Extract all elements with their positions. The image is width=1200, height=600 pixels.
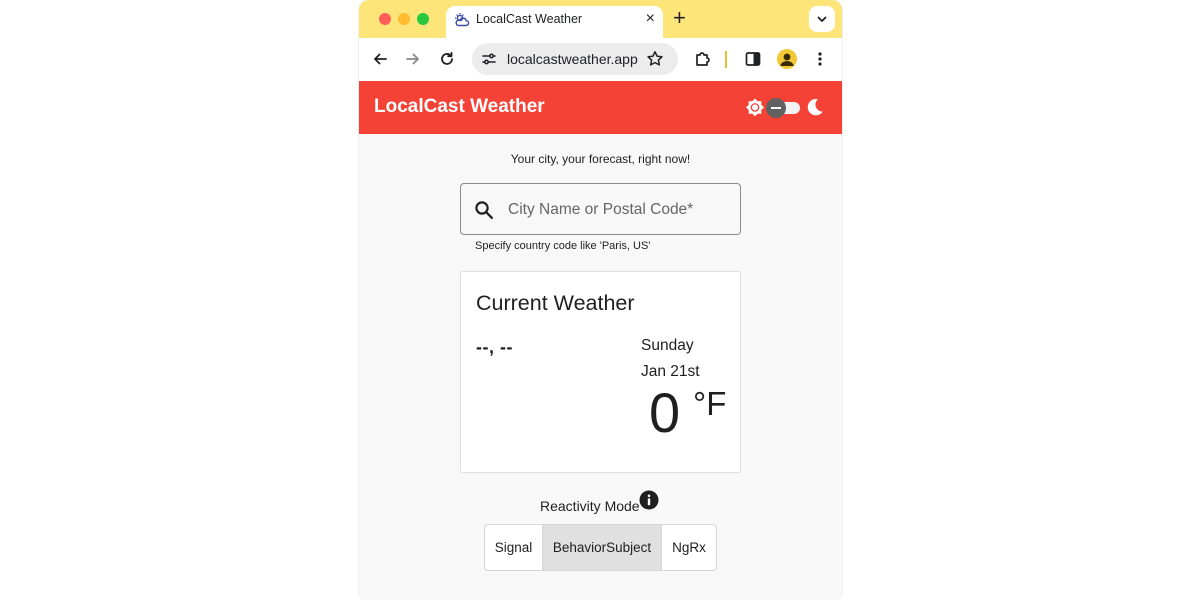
app-title: LocalCast Weather <box>374 96 545 117</box>
search-hint: Specify country code like 'Paris, US' <box>475 240 651 252</box>
reactivity-mode-label: Reactivity Mode <box>540 498 640 514</box>
site-settings-icon[interactable] <box>481 51 497 67</box>
sun-icon <box>744 97 766 119</box>
location-text: --, -- <box>476 337 513 357</box>
back-button[interactable] <box>369 48 391 70</box>
weather-date: Jan 21st <box>641 363 700 380</box>
weather-day: Sunday <box>641 337 694 354</box>
card-title: Current Weather <box>476 291 635 315</box>
minimize-window-button[interactable] <box>398 13 410 25</box>
tagline: Your city, your forecast, right now! <box>510 152 691 166</box>
mode-option-ngrx[interactable]: NgRx <box>672 540 706 555</box>
mode-option-signal[interactable]: Signal <box>485 525 543 570</box>
star-icon[interactable] <box>646 50 664 68</box>
temperature-unit: °F <box>693 385 727 422</box>
app-toolbar <box>359 81 842 134</box>
reload-icon <box>439 51 455 67</box>
current-weather-card <box>460 271 741 473</box>
browser-toolbar <box>359 38 842 81</box>
moon-icon <box>805 97 825 117</box>
address-bar[interactable] <box>472 43 678 75</box>
tab-close-icon[interactable]: × <box>645 10 655 27</box>
profile-avatar[interactable] <box>777 49 797 69</box>
browser-menu-button[interactable] <box>809 48 831 70</box>
reload-button[interactable] <box>436 48 458 70</box>
close-window-button[interactable] <box>379 13 391 25</box>
toolbar-divider <box>725 51 727 68</box>
mode-option-behaviorsubject[interactable]: BehaviorSubject <box>543 525 662 570</box>
tab-search-button[interactable] <box>809 6 835 32</box>
chevron-down-icon <box>816 13 828 25</box>
forward-button[interactable] <box>402 48 424 70</box>
person-icon <box>777 49 797 69</box>
tab-strip <box>359 0 842 38</box>
arrow-left-icon <box>372 51 388 67</box>
puzzle-icon <box>694 50 712 68</box>
new-tab-button[interactable]: + <box>673 5 686 30</box>
tab-title: LocalCast Weather <box>476 12 583 26</box>
info-icon[interactable] <box>639 490 659 510</box>
side-panel-button[interactable] <box>742 48 764 70</box>
side-panel-icon <box>745 51 761 67</box>
extensions-button[interactable] <box>692 48 714 70</box>
browser-window <box>359 0 842 600</box>
maximize-window-button[interactable] <box>417 13 429 25</box>
weather-favicon-icon <box>454 12 470 28</box>
toggle-thumb <box>766 98 786 118</box>
reactivity-mode-toggle-group <box>484 524 717 571</box>
url-text: localcastweather.app <box>507 51 638 67</box>
search-icon <box>473 199 495 221</box>
city-search-field[interactable] <box>460 183 741 235</box>
search-input[interactable] <box>508 198 728 222</box>
browser-tab[interactable] <box>446 6 663 38</box>
more-vert-icon <box>817 51 823 67</box>
theme-toggle[interactable] <box>766 100 802 116</box>
arrow-right-icon <box>405 51 421 67</box>
temperature-value: 0 <box>649 381 681 444</box>
